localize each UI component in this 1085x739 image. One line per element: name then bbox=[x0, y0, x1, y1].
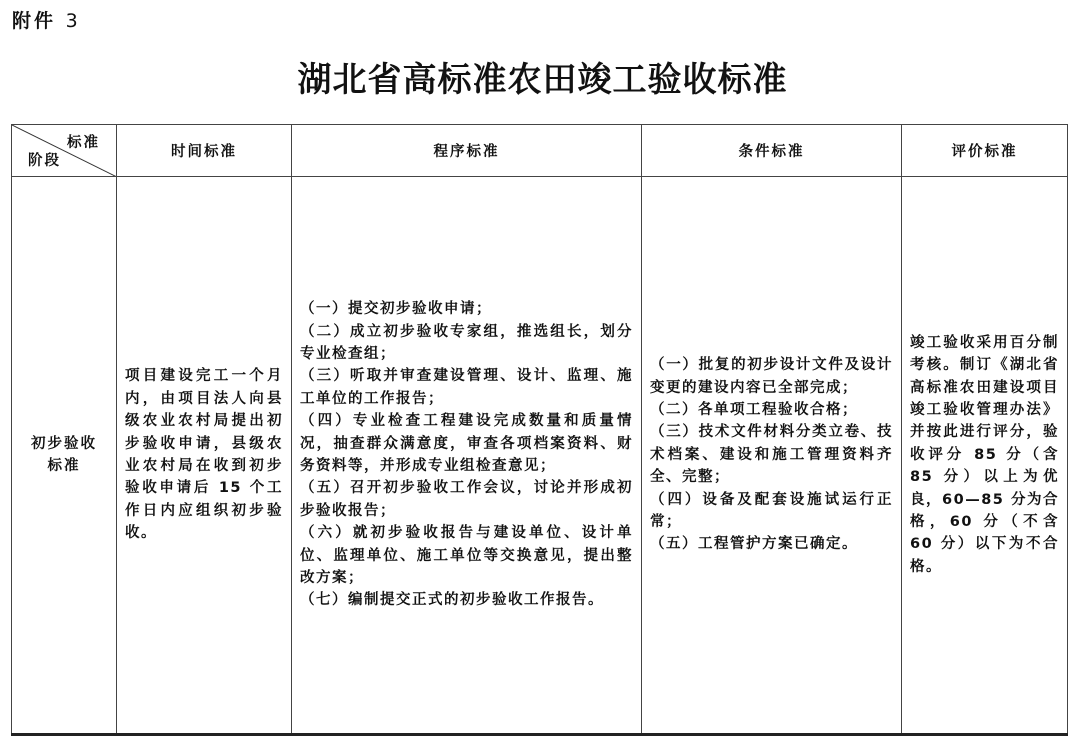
column-header-procedure: 程序标准 bbox=[292, 125, 642, 177]
corner-label-standard: 标准 bbox=[67, 135, 100, 151]
attachment-label bbox=[12, 6, 81, 33]
corner-label-stage: 阶段 bbox=[28, 153, 61, 169]
corner-header-cell bbox=[12, 125, 117, 177]
procedure-standard-cell bbox=[292, 177, 642, 735]
procedure-item: （五）召开初步验收工作会议，讨论并形成初步验收报告； bbox=[300, 480, 633, 519]
procedure-item: （七）编制提交正式的初步验收工作报告。 bbox=[300, 592, 604, 609]
evaluation-standard-cell bbox=[902, 177, 1068, 735]
condition-item: （五）工程管护方案已确定。 bbox=[650, 536, 858, 553]
procedure-item: （六）就初步验收报告与建设单位、设计单位、监理单位、施工单位等交换意见，提出整改方案； bbox=[300, 525, 633, 587]
condition-item: （一）批复的初步设计文件及设计变更的建设内容已全部完成； bbox=[650, 357, 893, 396]
stage-cell bbox=[12, 177, 117, 735]
standards-table bbox=[11, 124, 1068, 736]
condition-standard-cell bbox=[642, 177, 902, 735]
procedure-item: （三）听取并审查建设管理、设计、监理、施工单位的工作报告； bbox=[300, 368, 633, 407]
stage-label-line2: 标准 bbox=[47, 458, 81, 474]
page-title: 湖北省高标准农田竣工验收标准 bbox=[297, 60, 788, 100]
evaluation-standard-text: 竣工验收采用百分制考核。制订《湖北省高标准农田建设项目竣工验收管理办法》并按此进行评分，验收评分 85 分（含 85 分）以上为优良，60—85 分为合格，60 分（不含 60 分）以下为不合格。 bbox=[910, 334, 1059, 575]
condition-item: （四）设备及配套设施试运行正常； bbox=[650, 491, 893, 531]
procedure-standard-list bbox=[292, 298, 641, 612]
column-header-time: 时间标准 bbox=[117, 125, 292, 177]
table-row bbox=[12, 177, 1068, 735]
procedure-item: （一）提交初步验收申请； bbox=[300, 301, 492, 318]
procedure-item: （二）成立初步验收专家组，推选组长，划分专业检查组； bbox=[300, 323, 633, 362]
procedure-item: （四）专业检查工程建设完成数量和质量情况，抽查群众满意度，审查各项档案资料、财务资料等，并形成专业组检查意见； bbox=[300, 413, 633, 474]
condition-item: （三）技术文件材料分类立卷、技术档案、建设和施工管理资料齐全、完整； bbox=[650, 424, 893, 486]
condition-standard-list bbox=[642, 354, 901, 556]
attachment-number: 3 bbox=[65, 10, 81, 32]
condition-item: （二）各单项工程验收合格； bbox=[650, 401, 858, 418]
stage-label-line1: 初步验收 bbox=[31, 436, 97, 452]
time-standard-text: 项目建设完工一个月内，由项目法人向县级农业农村局提出初步验收申请，县级农业农村局在收到初步验收申请后 15 个工作日内应组织初步验收。 bbox=[125, 368, 283, 542]
time-standard-cell bbox=[117, 177, 292, 735]
column-header-evaluation: 评价标准 bbox=[902, 125, 1068, 177]
table-header-row bbox=[12, 125, 1068, 177]
column-header-condition: 条件标准 bbox=[642, 125, 902, 177]
attachment-text: 附件 bbox=[12, 10, 57, 32]
